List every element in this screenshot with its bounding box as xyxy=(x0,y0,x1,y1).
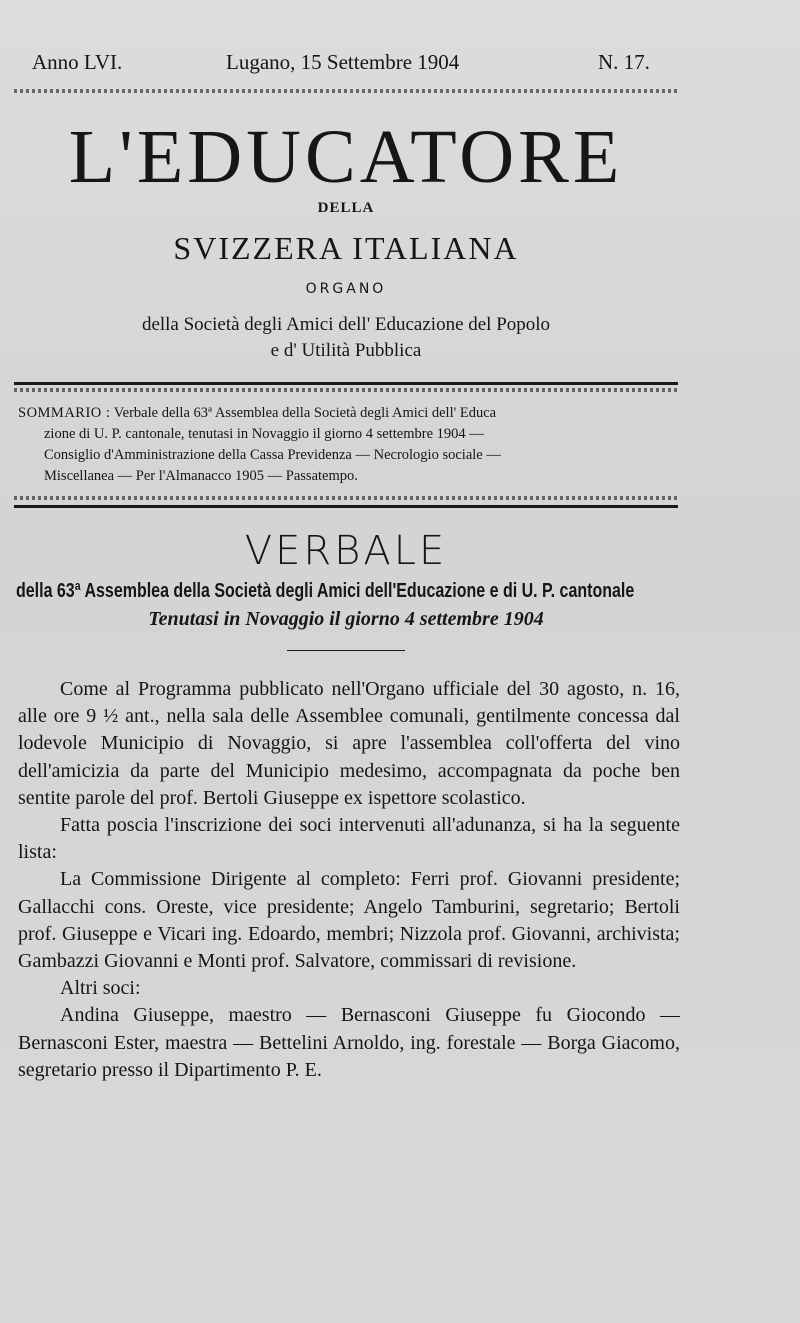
article-divider xyxy=(287,650,405,651)
article-heading: VERBALE xyxy=(244,528,448,574)
sommario-line-1: Verbale della 63ª Assemblea della Società degli Amici dell' Educa xyxy=(113,405,497,421)
paragraph-2: Fatta poscia l'inscrizione dei soci intervenuti all'adunanza, si ha la seguente lista: xyxy=(18,814,680,864)
article-date-line: Tenutasi in Novaggio il giorno 4 settembre 1904 xyxy=(148,608,544,630)
sommario-line-4: Miscellanea — Per l'Almanacco 1905 — Passatempo. xyxy=(44,468,358,484)
society-name xyxy=(0,312,692,364)
masthead xyxy=(32,50,682,80)
paragraph-1: Come al Programma pubblicato nell'Organo ufficiale del 30 agosto, n. 16, alle ore 9 ½ ant., nella sala delle Assemblee comunali, gentilmente concessa dal lodevole Municipio di Novaggio, si apre l'assemblea coll'offerta del vino dell'amicizia da parte del Municipio medesimo, accompagnata da poche ben sentite parole del prof. Bertoli Giuseppe ex ispettore scolastico. xyxy=(18,678,680,809)
society-line-1: della Società degli Amici dell' Educazione del Popolo xyxy=(141,314,551,335)
paragraph-5: Andina Giuseppe, maestro — Bernasconi Giuseppe fu Giocondo — Bernasconi Ester, maestra — Bettelini Arnoldo, ing. forestale — Borga Giacomo, segretario presso il Dipartimento P. E. xyxy=(18,1004,680,1081)
title-della: DELLA xyxy=(317,200,375,216)
sommario-top-rule xyxy=(14,382,678,385)
organo-label: ORGANO xyxy=(305,281,387,297)
issue-number: N. 17. xyxy=(598,50,650,74)
article-subheading: della 63ª Assemblea della Società degli Amici dell'Educazione e di U. P. cantonale xyxy=(16,580,635,602)
place-date: Lugano, 15 Settembre 1904 xyxy=(226,50,460,74)
sommario-bottom-rule xyxy=(14,505,678,508)
article-body xyxy=(18,676,680,1084)
sommario-line-2: zione di U. P. cantonale, tenutasi in Novaggio il giorno 4 settembre 1904 — xyxy=(44,426,484,442)
sommario-bottom-wavy-rule xyxy=(14,496,678,500)
society-line-2: e d' Utilità Pubblica xyxy=(270,340,422,361)
paragraph-4: Altri soci: xyxy=(60,977,141,1000)
sommario-wavy-rule xyxy=(14,388,678,392)
sommario-label: SOMMARIO : xyxy=(18,405,111,421)
paragraph-3: La Commissione Dirigente al completo: Ferri prof. Giovanni presidente; Gallacchi cons. Oreste, vice presidente; Angelo Tamburini, segretario; Bertoli prof. Giuseppe e Vicari ing. Edoardo, membri; Nizzola prof. Giovanni, archivista; Gambazzi Giovanni e Monti prof. Salvatore, commissari di revisione. xyxy=(18,868,680,973)
journal-subtitle: SVIZZERA ITALIANA xyxy=(173,230,519,266)
top-wavy-rule xyxy=(14,89,678,93)
sommario-block xyxy=(18,403,680,487)
journal-title: L'EDUCATORE xyxy=(68,115,624,199)
sommario-line-3: Consiglio d'Amministrazione della Cassa Previdenza — Necrologio sociale — xyxy=(44,447,501,463)
volume-label: Anno LVI. xyxy=(32,50,123,74)
